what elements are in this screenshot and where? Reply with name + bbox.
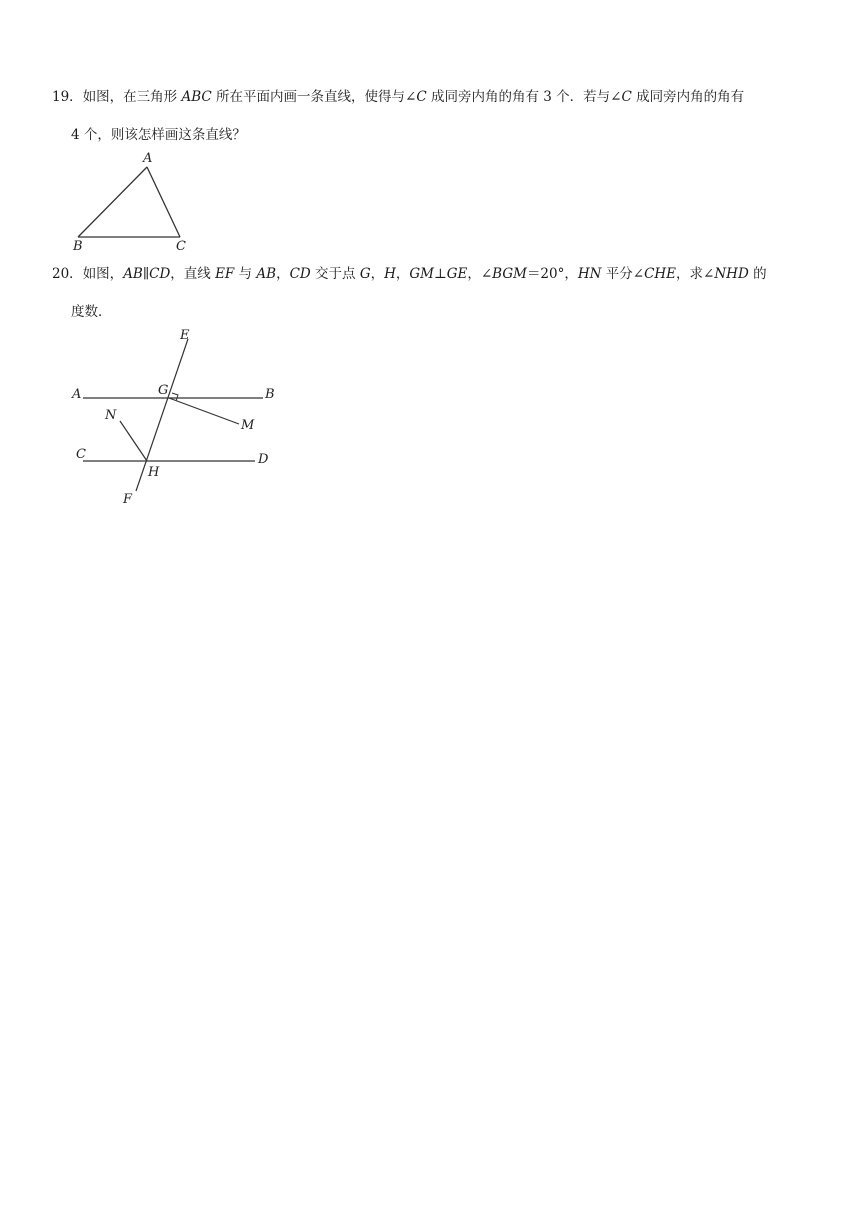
q20-line-2: 度数． xyxy=(71,304,112,320)
q20-var: H xyxy=(384,266,396,282)
q19-line-2: 4 个，则该怎样画这条直线？ xyxy=(71,127,246,143)
q20-text: ，求∠ xyxy=(676,266,715,282)
q20-text: 如图， xyxy=(82,266,124,282)
q20-var: BGM xyxy=(492,266,527,282)
label-d: D xyxy=(258,452,269,467)
q20-text: 平分∠ xyxy=(601,266,645,282)
q20-var: AB xyxy=(256,266,277,282)
ray-hn xyxy=(120,421,147,461)
q20-parallel-lines-figure xyxy=(68,325,283,510)
q19-line-1 xyxy=(52,88,744,106)
q20-perp-symbol: ⊥ xyxy=(434,266,447,282)
q19-number: 19． xyxy=(52,89,83,105)
q20-var: HN xyxy=(577,266,602,282)
q20-text: ＝20°， xyxy=(526,266,578,282)
q20-text: ， xyxy=(276,266,290,282)
label-g: G xyxy=(158,383,169,398)
label-f: F xyxy=(123,492,133,507)
label-c: C xyxy=(176,239,186,254)
q20-text: 的 xyxy=(748,266,767,282)
q20-var: GE xyxy=(446,266,468,282)
label-b: B xyxy=(73,239,83,254)
q19-text-f: 成同旁内角的角有 xyxy=(631,89,745,105)
q20-text: 与 xyxy=(234,266,257,282)
q19-text-c1: C xyxy=(416,89,427,105)
q20-var: G xyxy=(359,266,371,282)
q19-text-c2: C xyxy=(621,89,632,105)
label-b: B xyxy=(265,387,275,402)
q19-text-d: 成同旁内角的角有 3 个．若与∠ xyxy=(426,89,622,105)
label-m: M xyxy=(241,418,255,433)
label-n: N xyxy=(105,408,117,423)
q20-var: CD xyxy=(289,266,311,282)
q20-parallel-symbol: ∥ xyxy=(142,266,150,282)
q19-text-b: 所在平面内画一条直线，使得与∠ xyxy=(211,89,417,105)
ray-gm xyxy=(169,398,239,424)
q20-line-1 xyxy=(52,265,767,283)
triangle-side-ac xyxy=(147,167,180,237)
q20-text: ， xyxy=(395,266,410,282)
line-ef xyxy=(136,339,188,491)
label-e: E xyxy=(180,328,190,343)
q20-text: ，直线 xyxy=(170,266,216,282)
q20-text: 交于点 xyxy=(310,266,360,282)
q19-text-a: 如图，在三角形 xyxy=(82,89,182,105)
q20-var: EF xyxy=(215,266,235,282)
q20-text: ， xyxy=(370,266,385,282)
q20-text: ，∠ xyxy=(467,266,493,282)
label-a: A xyxy=(143,151,153,166)
triangle-side-ab xyxy=(78,167,147,237)
q20-number: 20． xyxy=(52,266,83,282)
q19-text-abc: ABC xyxy=(181,89,212,105)
q20-var: CD xyxy=(149,266,171,282)
label-c: C xyxy=(76,447,86,462)
q20-var: NHD xyxy=(714,266,749,282)
label-a: A xyxy=(72,387,82,402)
label-h: H xyxy=(148,465,160,480)
q20-var: AB xyxy=(123,266,143,282)
q20-var: CHE xyxy=(644,266,677,282)
q20-var: GM xyxy=(409,266,434,282)
q19-triangle-figure xyxy=(70,150,195,255)
